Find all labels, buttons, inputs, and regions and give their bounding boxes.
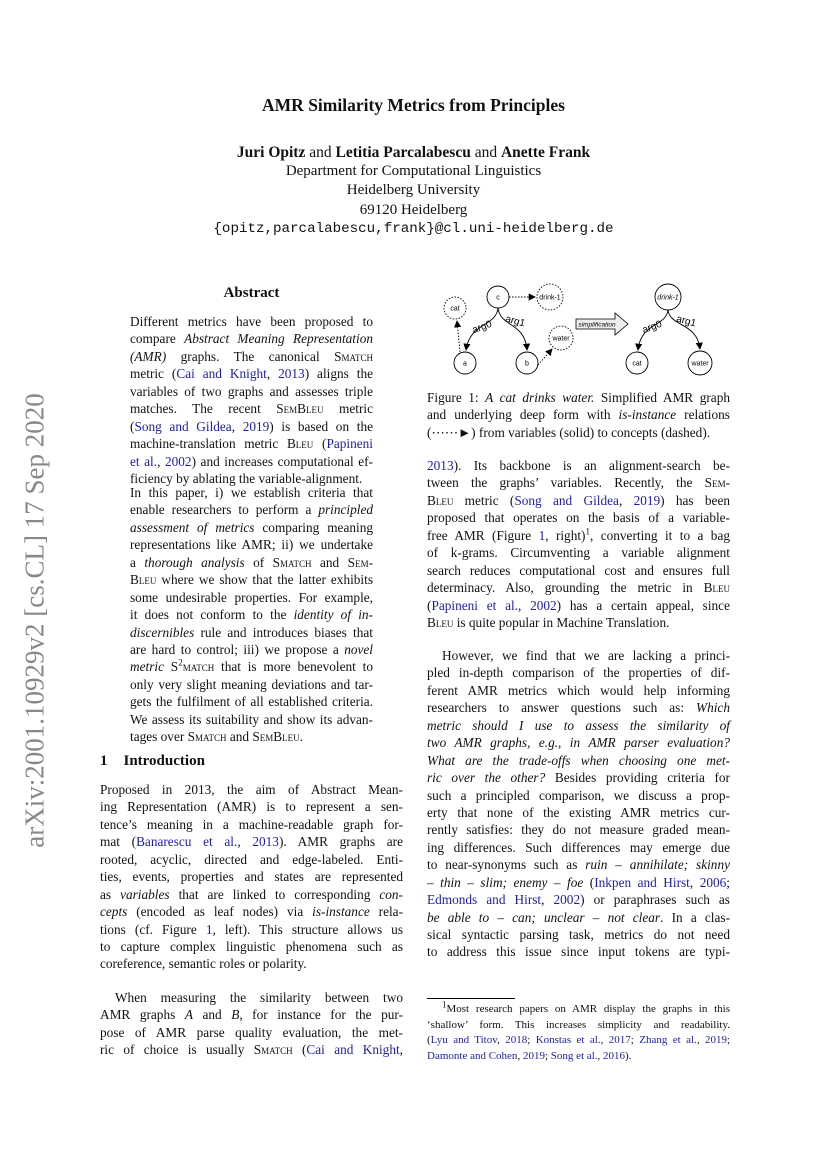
text-line: variables of two graphs and assesses triple bbox=[130, 383, 373, 399]
text-line: free AMR (Figure 1, right)$^1$, converting it to a bag bbox=[427, 526, 730, 543]
edge-label: arg0 bbox=[470, 318, 494, 337]
citation-link[interactable]: et al. bbox=[130, 453, 158, 469]
small-caps-term: Smatch bbox=[187, 729, 227, 745]
text-line: enable researchers to perform a principled bbox=[130, 502, 373, 518]
text-line: (⋯⋯►) from variables (solid) to concepts (dashed). bbox=[427, 424, 711, 440]
emphasis: con- bbox=[379, 886, 403, 902]
citation-link[interactable]: Cai and Knight bbox=[176, 366, 267, 382]
citation-link[interactable]: 2002 bbox=[164, 453, 192, 469]
text-line: compare Abstract Meaning Representation bbox=[130, 331, 373, 347]
citation-link[interactable]: 2019 bbox=[704, 1034, 727, 1046]
small-caps-term: Bleu bbox=[286, 436, 314, 452]
citation-link[interactable]: Song and Gildea bbox=[134, 418, 232, 434]
superscript: 1 bbox=[442, 999, 447, 1010]
text-line: ric of choice is usually Smatch (Cai and Knight, bbox=[100, 1042, 403, 1058]
small-caps-term: SemBleu bbox=[276, 401, 324, 417]
text-line: ficiency by ablating the variable-alignment. bbox=[130, 470, 363, 486]
text-line: to capture complex linguistic phenomena such as bbox=[100, 938, 403, 954]
author-sep: and bbox=[305, 144, 336, 161]
body-paragraph bbox=[427, 457, 730, 631]
node-label: cat bbox=[632, 360, 642, 368]
body-paragraph bbox=[100, 781, 403, 973]
emphasis: two AMR graphs, e.g., in AMR parser evaluation? bbox=[427, 735, 730, 751]
emphasis: identity of in- bbox=[293, 607, 373, 623]
abstract-paragraph bbox=[130, 484, 373, 746]
emphasis: B bbox=[231, 1007, 240, 1023]
text-line: tween the graphs’ variables. Recently, the Sem- bbox=[427, 475, 730, 491]
citation-link[interactable]: 2019 bbox=[242, 418, 270, 434]
citation-link[interactable]: Inkpen and Hirst bbox=[594, 874, 690, 890]
emphasis: variables bbox=[120, 886, 170, 902]
emphasis: is-instance bbox=[618, 407, 677, 423]
text-line: proposed that operates on the basis of a variable- bbox=[427, 510, 730, 526]
text-line: assessment of metrics comparing meaning bbox=[130, 519, 373, 535]
author-email: {opitz,parcalabescu,frank}@cl.uni-heidelberg.de bbox=[213, 221, 614, 237]
citation-link[interactable]: Papineni et al. bbox=[431, 597, 518, 613]
text-line: some undesirable properties. For example, bbox=[130, 589, 373, 605]
small-caps-term: Smatch bbox=[334, 348, 373, 364]
text-line: pose of AMR parse quality evaluation, the met- bbox=[100, 1024, 403, 1040]
citation-link[interactable]: 2017 bbox=[608, 1034, 631, 1046]
text-line: We assess its suitability and show its advan- bbox=[130, 711, 373, 727]
emphasis: (AMR) bbox=[130, 348, 167, 364]
emphasis: metric bbox=[130, 659, 164, 675]
emphasis: metric should I use to assess the similarity of bbox=[427, 717, 730, 733]
text-line: cepts (encoded as leaf nodes) via is-instance rela- bbox=[100, 904, 403, 920]
text-line: metric (Cai and Knight, 2013) aligns the bbox=[130, 366, 373, 382]
text-line: gets the fulfilment of all established criteria. bbox=[130, 694, 373, 710]
affiliation-department: Department for Computational Linguistics bbox=[285, 163, 542, 179]
author-list bbox=[0, 144, 827, 162]
text-line: sical syntactic parsing task, metrics do not need bbox=[427, 927, 730, 942]
node-label: cat bbox=[450, 305, 460, 313]
small-caps-term: Sem- bbox=[704, 475, 730, 491]
text-line: (Song and Gildea, 2019) is based on the bbox=[130, 418, 373, 434]
text-line: researchers to answer questions such as: Which bbox=[427, 700, 730, 716]
citation-link[interactable]: Lyu and Titov bbox=[430, 1034, 498, 1046]
emphasis: novel bbox=[344, 641, 373, 657]
node-label: drink-1 bbox=[539, 294, 561, 302]
text-line: (Lyu and Titov, 2018; Konstas et al., 2017; Zhang et al., 2019; bbox=[427, 1034, 731, 1046]
text-line: as variables that are linked to corresponding con- bbox=[100, 886, 403, 902]
citation-link[interactable]: 2002 bbox=[530, 597, 557, 613]
text-line: be able to – can; unclear – not clear. In a clas- bbox=[427, 909, 730, 925]
text-line: tence’s meaning in a machine-readable graph for- bbox=[100, 816, 403, 832]
text-line: ferent AMR metrics which would help informing bbox=[427, 682, 730, 698]
node-label: c bbox=[496, 294, 500, 302]
author-name: Juri Opitz bbox=[236, 144, 306, 161]
text-line: ties, events, properties and states are represented bbox=[100, 869, 403, 885]
text-line: matches. The recent SemBleu metric bbox=[130, 401, 373, 417]
text-line: to near-synonyms such as ruin – annihilate; skinny bbox=[427, 857, 730, 873]
section-title: Introduction bbox=[123, 753, 205, 769]
text-line: Edmonds and Hirst, 2002) or paraphrases such as bbox=[427, 892, 730, 908]
text-line: a thorough analysis of Smatch and Sem- bbox=[130, 554, 373, 570]
small-caps-term: Smatch bbox=[253, 1042, 293, 1058]
emphasis: – thin – slim; enemy – foe bbox=[427, 874, 584, 890]
footnote-rule bbox=[427, 998, 515, 999]
citation-link[interactable]: Damonte and Cohen bbox=[427, 1049, 518, 1062]
citation-link[interactable]: 1 bbox=[205, 921, 213, 937]
text-line: representations like AMR; ii) we undertake bbox=[130, 537, 373, 553]
emphasis: thorough analysis bbox=[144, 554, 245, 570]
text-line: determinacy. Also, grounding the metric in Bleu bbox=[427, 580, 730, 596]
citation-link[interactable]: 1 bbox=[538, 527, 546, 543]
edge-label: arg1 bbox=[504, 313, 527, 330]
text-line: Bleu where we show that the latter exhibits bbox=[130, 572, 373, 588]
text-line: In this paper, i) we establish criteria that bbox=[130, 485, 373, 500]
edge-label: arg0 bbox=[640, 318, 664, 337]
emphasis: is-instance bbox=[312, 904, 370, 920]
citation-link[interactable]: Song and Gildea bbox=[514, 492, 619, 508]
text-line bbox=[427, 717, 730, 734]
text-line: Proposed in 2013, the aim of Abstract Mean- bbox=[100, 782, 403, 797]
citation-link[interactable]: Cai and Knight bbox=[306, 1042, 400, 1058]
text-line: machine-translation metric Bleu (Papineni bbox=[130, 436, 373, 452]
small-caps-term: Bleu bbox=[427, 492, 454, 508]
emphasis: principled bbox=[318, 502, 373, 518]
text-line: Figure 1: A cat drinks water. Simplified AMR graph bbox=[427, 390, 730, 405]
author-name: Letitia Parcalabescu bbox=[335, 144, 471, 161]
text-line: ric over the other? Besides providing criteria for bbox=[427, 770, 730, 786]
text-line: and underlying deep form with is-instance relations bbox=[427, 407, 730, 423]
small-caps-term: Smatch bbox=[272, 554, 312, 570]
text-line: tages over Smatch and SemBleu. bbox=[130, 729, 303, 745]
text-line: it does not conform to the identity of in- bbox=[130, 607, 373, 623]
text-line: Bleu metric (Song and Gildea, 2019) has been bbox=[427, 492, 730, 508]
citation-link[interactable]: Edmonds and Hirst bbox=[427, 892, 542, 908]
text-line: et al., 2002) and increases computational ef- bbox=[130, 453, 373, 469]
emphasis: be able to – can; unclear – not clear bbox=[427, 909, 661, 925]
abstract-heading: Abstract bbox=[223, 285, 280, 301]
text-line: search reduces computational cost and ensures full bbox=[427, 562, 730, 578]
emphasis: ruin – annihilate; skinny bbox=[585, 857, 730, 873]
small-caps-term: Bleu bbox=[427, 614, 454, 630]
text-line bbox=[427, 752, 730, 769]
citation-link[interactable]: Song et al. bbox=[550, 1049, 598, 1062]
text-line: ing Representation (AMR) is to represent a sen- bbox=[100, 799, 403, 815]
small-caps-term: match bbox=[182, 659, 215, 675]
text-line: ing differences. Such differences may emerge due bbox=[427, 839, 730, 855]
citation-link[interactable]: 2016 bbox=[603, 1049, 625, 1062]
body-paragraph bbox=[100, 989, 403, 1059]
section-number: 1 bbox=[100, 753, 108, 769]
text-line bbox=[427, 734, 730, 751]
node-label: drink-1 bbox=[657, 294, 679, 302]
arrow-label: simplification bbox=[578, 321, 616, 329]
citation-link[interactable]: Banarescu et al. bbox=[136, 834, 238, 850]
text-line: only very slight meaning deviations and tar- bbox=[130, 676, 373, 692]
citation-link[interactable]: Zhang et al. bbox=[639, 1034, 697, 1046]
node-label: water bbox=[691, 360, 709, 368]
emphasis: discernibles bbox=[130, 624, 195, 640]
figure-1-amr-graph bbox=[430, 282, 730, 382]
node-label: b bbox=[525, 360, 529, 368]
emphasis: ric over the other? bbox=[427, 770, 546, 786]
citation-link[interactable]: 2019 bbox=[522, 1049, 545, 1062]
citation-link[interactable]: Konstas et al. bbox=[535, 1034, 601, 1046]
figure-caption bbox=[427, 389, 730, 441]
text-line: rently satisfies: they do not measure graded mean- bbox=[427, 822, 730, 838]
text-line: to address this issue since input tokens are typi- bbox=[427, 944, 730, 960]
text-line: However, we find that we are lacking a princi- bbox=[442, 648, 730, 663]
paper-title: AMR Similarity Metrics from Principles bbox=[262, 95, 565, 115]
citation-link[interactable]: 2013 bbox=[278, 366, 305, 382]
emphasis: A bbox=[184, 1007, 193, 1023]
citation-link[interactable]: Papineni bbox=[326, 436, 373, 452]
edge-label: arg1 bbox=[675, 313, 698, 330]
affiliation-university: Heidelberg University bbox=[346, 182, 481, 198]
emphasis: What are the trade-offs when choosing one met- bbox=[427, 752, 730, 768]
text-line: tions (cf. Figure 1, left). This structure allows us bbox=[100, 921, 404, 937]
emphasis: cepts bbox=[100, 904, 128, 920]
citation-link[interactable]: 2018 bbox=[505, 1034, 528, 1046]
text-line: $^1$Most research papers on AMR display the graphs in this bbox=[442, 999, 730, 1015]
abstract-paragraph bbox=[130, 313, 373, 487]
text-line: Different metrics have been proposed to bbox=[130, 314, 373, 329]
text-line: erty that none of the existing AMR metrics cur- bbox=[427, 804, 730, 820]
text-line: mat (Banarescu et al., 2013). AMR graphs are bbox=[100, 834, 403, 850]
footnote bbox=[427, 999, 731, 1064]
text-line: – thin – slim; enemy – foe (Inkpen and Hirst, 2006; bbox=[427, 874, 730, 890]
body-paragraph bbox=[427, 647, 730, 961]
small-caps-term: SemBleu bbox=[252, 729, 300, 745]
emphasis: Which bbox=[696, 700, 730, 716]
text-line: rooted, acyclic, directed and edge-labeled. Enti- bbox=[100, 851, 403, 867]
small-caps-term: Bleu bbox=[703, 580, 730, 596]
superscript: 1 bbox=[585, 526, 590, 537]
text-line: are hard to control; iii) we propose a novel bbox=[130, 641, 373, 657]
citation-link[interactable]: 2002 bbox=[553, 892, 581, 908]
emphasis: Abstract Meaning Representation bbox=[184, 331, 373, 347]
text-line: ‘shallow’ form. This increases simplicity and readability. bbox=[427, 1018, 730, 1031]
citation-link[interactable]: 2006 bbox=[699, 874, 727, 890]
text-line: coreference, semantic roles or polarity. bbox=[100, 956, 307, 972]
emphasis: assessment of metrics bbox=[130, 519, 255, 535]
small-caps-term: Sem- bbox=[347, 554, 373, 570]
node-label: a bbox=[463, 360, 467, 368]
text-line: Damonte and Cohen, 2019; Song et al., 2016). bbox=[427, 1049, 632, 1062]
citation-link[interactable]: 2019 bbox=[633, 492, 661, 508]
author-sep: and bbox=[470, 144, 501, 161]
text-line: of k-grams. Circumventing a variable alignment bbox=[427, 545, 730, 561]
author-name: Anette Frank bbox=[500, 144, 591, 161]
text-line: (AMR) graphs. The canonical Smatch bbox=[130, 348, 373, 364]
small-caps-term: Bleu bbox=[130, 572, 157, 588]
text-line: Bleu is quite popular in Machine Translation. bbox=[427, 614, 670, 630]
citation-link[interactable]: 2013 bbox=[252, 834, 279, 850]
superscript: 2 bbox=[178, 657, 183, 668]
node-label: water bbox=[552, 335, 570, 343]
text-line: When measuring the similarity between two bbox=[115, 990, 403, 1005]
text-line: (Papineni et al., 2002) has a certain appeal, since bbox=[427, 597, 730, 613]
arxiv-stamp: arXiv:2001.10929v2 [cs.CL] 17 Sep 2020 bbox=[19, 393, 50, 848]
affiliation-city: 69120 Heidelberg bbox=[359, 202, 468, 218]
citation-link[interactable]: 2013 bbox=[427, 458, 454, 473]
emphasis: A cat drinks water. bbox=[485, 390, 595, 405]
text-line: discernibles rule and introduces biases that bbox=[130, 624, 373, 640]
text-line: metric $S^2match$ that is more benevolent to bbox=[130, 657, 373, 675]
section-heading-introduction bbox=[100, 753, 205, 770]
text-line: pled in-depth comparison of the properties of dif- bbox=[427, 665, 730, 681]
text-line: AMR graphs A and B, for instance for the pur- bbox=[100, 1007, 403, 1023]
text-line: 2013). Its backbone is an alignment-search be- bbox=[427, 458, 730, 473]
text-line: such a principled comparison, we discuss a prop- bbox=[427, 787, 730, 803]
